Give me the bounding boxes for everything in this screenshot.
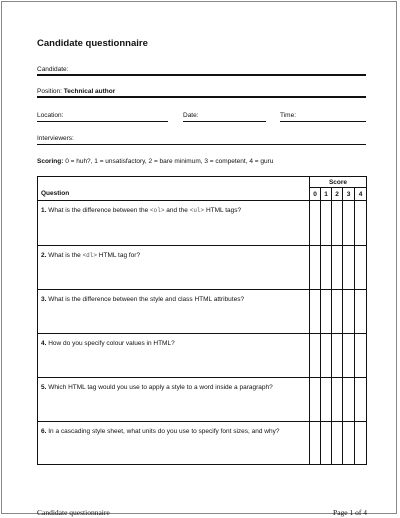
score-col-3: 3 xyxy=(343,188,355,201)
question-text-part: How do you specify colour values in HTML? xyxy=(48,340,175,347)
question-row xyxy=(38,334,367,378)
page-footer xyxy=(37,508,367,517)
score-cell-2[interactable] xyxy=(332,334,343,378)
score-cell-0[interactable] xyxy=(310,422,321,465)
question-text-part: HTML tags? xyxy=(204,207,242,214)
question-number: 3. xyxy=(41,296,47,303)
interviewers-field[interactable] xyxy=(37,135,366,145)
question-text-part: Which HTML tag would you use to apply a style to a word inside a paragraph? xyxy=(48,384,273,391)
date-field[interactable] xyxy=(183,112,266,122)
score-cell-1[interactable] xyxy=(321,201,332,246)
score-cell-1[interactable] xyxy=(321,334,332,378)
score-cell-1[interactable] xyxy=(321,246,332,290)
score-col-2: 2 xyxy=(332,188,343,201)
score-column-header: Score xyxy=(310,177,367,188)
score-cell-1[interactable] xyxy=(321,290,332,334)
question-text-part: HTML tag for? xyxy=(96,252,141,259)
question-text xyxy=(38,378,310,422)
score-cell-0[interactable] xyxy=(310,290,321,334)
score-col-4: 4 xyxy=(355,188,367,201)
time-field[interactable] xyxy=(280,112,366,122)
question-number: 4. xyxy=(41,340,47,347)
question-text xyxy=(38,246,310,290)
question-text-part: What is the xyxy=(48,252,83,259)
score-cell-0[interactable] xyxy=(310,246,321,290)
scoring-text: 0 = huh?, 1 = unsatisfactory, 2 = bare minimum, 3 = competent, 4 = guru xyxy=(65,158,274,165)
score-cell-4[interactable] xyxy=(355,378,367,422)
position-label: Position: xyxy=(37,88,62,95)
question-row xyxy=(38,422,367,465)
score-cell-2[interactable] xyxy=(332,378,343,422)
score-cell-4[interactable] xyxy=(355,201,367,246)
score-cell-0[interactable] xyxy=(310,378,321,422)
score-cell-0[interactable] xyxy=(310,334,321,378)
question-column-header: Question xyxy=(38,177,310,201)
question-text xyxy=(38,334,310,378)
time-label: Time: xyxy=(280,112,297,119)
score-cell-4[interactable] xyxy=(355,422,367,465)
footer-title: Candidate questionnaire xyxy=(37,508,110,517)
score-cell-3[interactable] xyxy=(343,246,355,290)
candidate-label: Candidate: xyxy=(37,66,69,73)
score-cell-3[interactable] xyxy=(343,422,355,465)
score-cell-3[interactable] xyxy=(343,290,355,334)
score-col-1: 1 xyxy=(321,188,332,201)
score-cell-3[interactable] xyxy=(343,334,355,378)
question-row xyxy=(38,201,367,246)
question-text xyxy=(38,290,310,334)
question-number: 1. xyxy=(41,207,47,214)
candidate-field[interactable] xyxy=(37,66,366,76)
question-table xyxy=(37,176,367,465)
score-cell-4[interactable] xyxy=(355,290,367,334)
score-cell-2[interactable] xyxy=(332,246,343,290)
location-label: Location: xyxy=(37,112,64,119)
position-value: Technical author xyxy=(63,88,116,95)
position-field[interactable] xyxy=(37,88,366,98)
score-cell-3[interactable] xyxy=(343,378,355,422)
question-row xyxy=(38,378,367,422)
question-text-part: What is the difference between the xyxy=(48,207,151,214)
score-cell-4[interactable] xyxy=(355,334,367,378)
question-row xyxy=(38,290,367,334)
date-label: Date: xyxy=(183,112,199,119)
html-tag-code: <ol> xyxy=(150,207,165,214)
score-cell-0[interactable] xyxy=(310,201,321,246)
score-cell-3[interactable] xyxy=(343,201,355,246)
score-cell-1[interactable] xyxy=(321,422,332,465)
score-cell-1[interactable] xyxy=(321,378,332,422)
question-number: 6. xyxy=(41,428,47,435)
question-number: 2. xyxy=(41,252,47,259)
scoring-legend xyxy=(37,158,273,165)
question-text xyxy=(38,422,310,465)
html-tag-code: <ul> xyxy=(189,207,205,214)
question-number: 5. xyxy=(41,384,47,391)
question-row xyxy=(38,246,367,290)
html-tag-code: <dl> xyxy=(82,252,97,259)
scoring-label: Scoring: xyxy=(37,158,64,165)
page-title: Candidate questionnaire xyxy=(37,38,148,49)
score-cell-2[interactable] xyxy=(332,201,343,246)
score-col-0: 0 xyxy=(310,188,321,201)
score-cell-4[interactable] xyxy=(355,246,367,290)
question-text-part: What is the difference between the style and class HTML attributes? xyxy=(48,296,245,303)
interviewers-label: Interviewers: xyxy=(37,135,74,142)
question-text xyxy=(38,201,310,246)
score-cell-2[interactable] xyxy=(332,422,343,465)
location-field[interactable] xyxy=(37,112,168,122)
page-number: Page 1 of 4 xyxy=(333,508,367,517)
question-text-part: and the xyxy=(164,207,190,214)
question-text-part: In a cascading style sheet, what units do you use to specify font sizes, and why? xyxy=(48,428,280,435)
score-cell-2[interactable] xyxy=(332,290,343,334)
document-page xyxy=(1,1,397,517)
